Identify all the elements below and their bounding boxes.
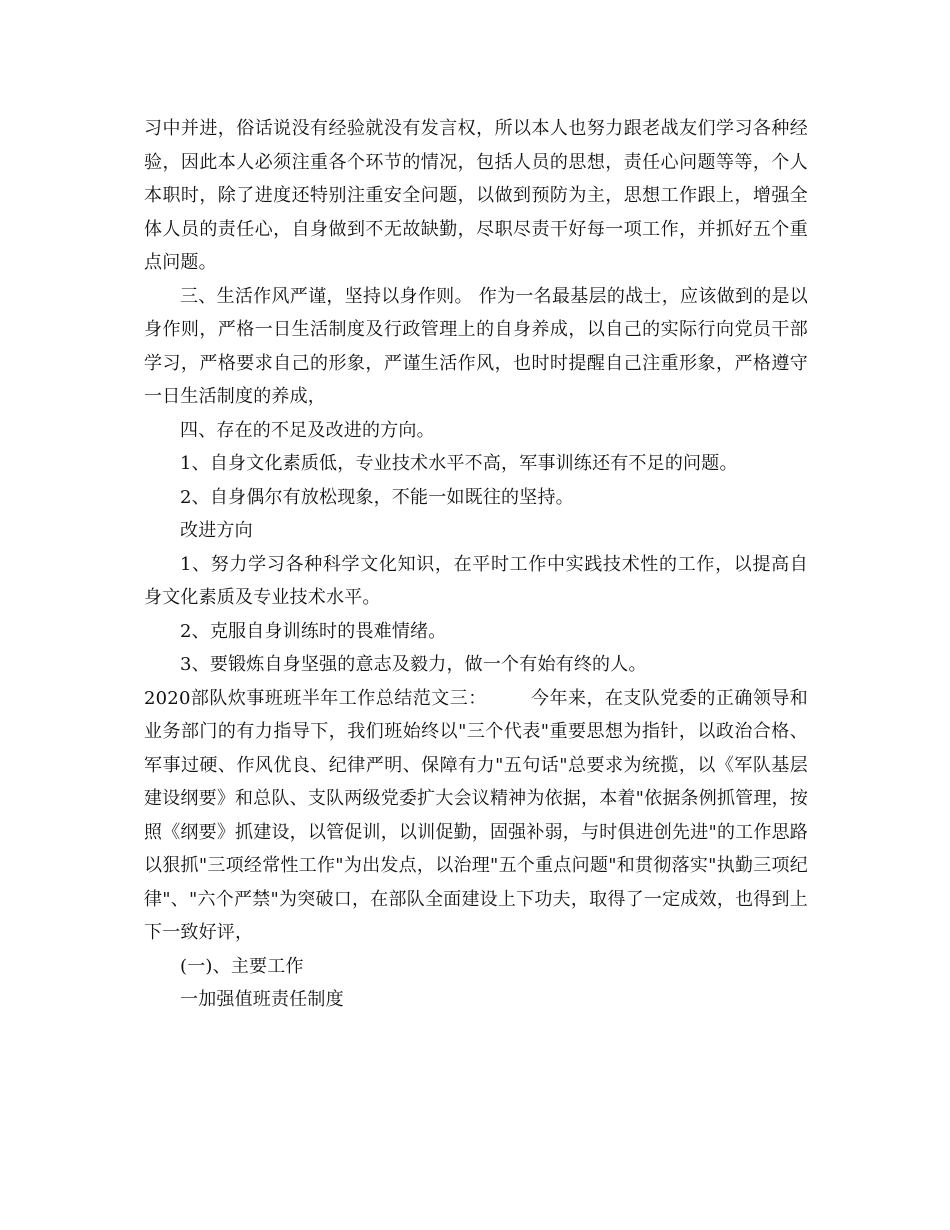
list-item-shortcoming-2: 2、自身偶尔有放松现象，不能一如既往的坚持。 [180, 486, 574, 508]
section-body: 今年来，在支队党委的正确领导和业务部门的有力指导下，我们班始终以"三个代表"重要思想为指针，以政治合格、军事过硬、作风优良、纪律严明、保障有力"五句话"总要求为统揽，以《军队基层建设纲要》和总队、支队两级党委扩大会议精神为依据，本着"依据条例抓管理，按照《纲要》抓建设，以管促训，以训促勤，固强补弱，与时俱进创先进"的工作思路以狠抓"三项经常性工作"为出发点，以治理"五个重点问题"和贯彻落实"执勤三项纪律"、"六个严禁"为突破口，在部队全面建设上下功夫，取得了一定成效，也得到上下一致好评， [144, 687, 809, 943]
list-item-improvement-2: 2、克服自身训练时的畏难情绪。 [180, 620, 447, 642]
paragraph-section-four-heading: 四、存在的不足及改进的方向。 [180, 419, 435, 441]
paragraph-continuation: 习中并进，俗话说没有经验就没有发言权，所以本人也努力跟老战友们学习各种经验，因此本人必须注重各个环节的情况，包括人员的思想，责任心问题等等，个人本职时，除了进度还特别注重安全问题，以做到预防为主，思想工作跟上，增强全体人员的责任心，自身做到不无故缺勤，尽职尽责干好每一项工作，并抓好五个重点问题。 [144, 118, 808, 273]
paragraph-section-three: 三、生活作风严谨，坚持以身作则。 作为一名最基层的战士，应该做到的是以身作则，严格一日生活制度及行政管理上的自身养成，以自己的实际行向党员干部学习，严格要求自己的形象，严谨生活作风，也时时提醒自己注重形象，严格遵守一日生活制度的养成， [144, 285, 808, 407]
paragraph-section-three-summary [144, 682, 808, 950]
improvement-heading: 改进方向 [180, 520, 253, 541]
document-body [144, 112, 808, 1017]
main-work-heading: (一)、主要工作 [180, 955, 304, 977]
list-item-shortcoming-1: 1、自身文化素质低，专业技术水平不高，军事训练还有不足的问题。 [180, 453, 738, 474]
list-item-improvement-3: 3、要锻炼自身坚强的意志及毅力，做一个有始有终的人。 [180, 654, 647, 675]
duty-system-heading: 一加强值班责任制度 [180, 989, 344, 1010]
list-item-improvement-1: 1、努力学习各种科学文化知识，在平时工作中实践技术性的工作，以提高自身文化素质及专业技术水平。 [144, 553, 808, 608]
section-title: 2020部队炊事班班半年工作总结范文三： [144, 687, 487, 709]
